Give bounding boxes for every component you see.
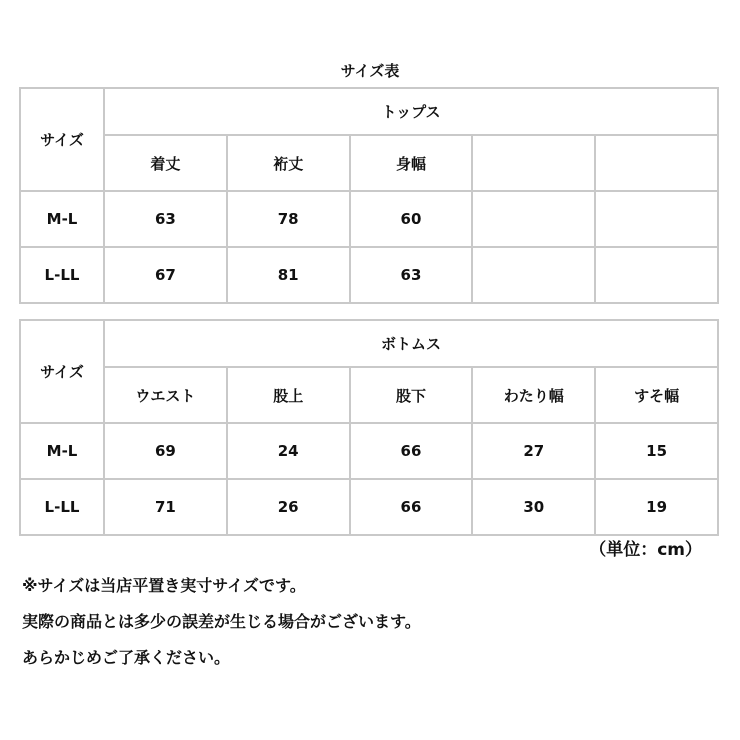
page-title: サイズ表 [340, 62, 400, 80]
value-cell [472, 247, 595, 303]
value-cell: 24 [227, 423, 350, 479]
value-cell: 30 [472, 479, 595, 535]
column-header: 股上 [227, 367, 350, 423]
tops-section-label: トップス [104, 88, 718, 135]
value-cell: 66 [350, 423, 473, 479]
tops-size-table [19, 87, 719, 304]
size-cell: M-L [20, 423, 104, 479]
value-cell: 71 [104, 479, 227, 535]
column-header: すそ幅 [595, 367, 718, 423]
value-cell: 27 [472, 423, 595, 479]
value-cell: 19 [595, 479, 718, 535]
column-header: 着丈 [104, 135, 227, 191]
note-line: あらかじめご了承ください。 [22, 648, 231, 667]
bottoms-size-table [19, 319, 719, 536]
value-cell: 78 [227, 191, 350, 247]
note-line: ※サイズは当店平置き実寸サイズです。 [22, 576, 306, 595]
note-line: 実際の商品とは多少の誤差が生じる場合がございます。 [22, 612, 421, 631]
size-header-cell: サイズ [20, 320, 104, 423]
size-cell: M-L [20, 191, 104, 247]
column-header: 身幅 [350, 135, 473, 191]
column-header: 裄丈 [227, 135, 350, 191]
table-row [20, 479, 718, 535]
value-cell: 66 [350, 479, 473, 535]
value-cell: 26 [227, 479, 350, 535]
value-cell: 60 [350, 191, 473, 247]
column-header [472, 135, 595, 191]
column-header: 股下 [350, 367, 473, 423]
column-header [595, 135, 718, 191]
value-cell: 63 [350, 247, 473, 303]
value-cell: 67 [104, 247, 227, 303]
table-row [20, 247, 718, 303]
value-cell: 69 [104, 423, 227, 479]
size-header-cell: サイズ [20, 88, 104, 191]
value-cell [595, 247, 718, 303]
column-header: ウエスト [104, 367, 227, 423]
size-cell: L-LL [20, 479, 104, 535]
value-cell: 15 [595, 423, 718, 479]
table-row [20, 191, 718, 247]
column-header: わたり幅 [472, 367, 595, 423]
size-cell: L-LL [20, 247, 104, 303]
unit-note: （単位：cm） [589, 540, 702, 560]
value-cell: 63 [104, 191, 227, 247]
value-cell [595, 191, 718, 247]
value-cell: 81 [227, 247, 350, 303]
value-cell [472, 191, 595, 247]
notes [22, 568, 421, 676]
bottoms-section-label: ボトムス [104, 320, 718, 367]
table-row [20, 423, 718, 479]
